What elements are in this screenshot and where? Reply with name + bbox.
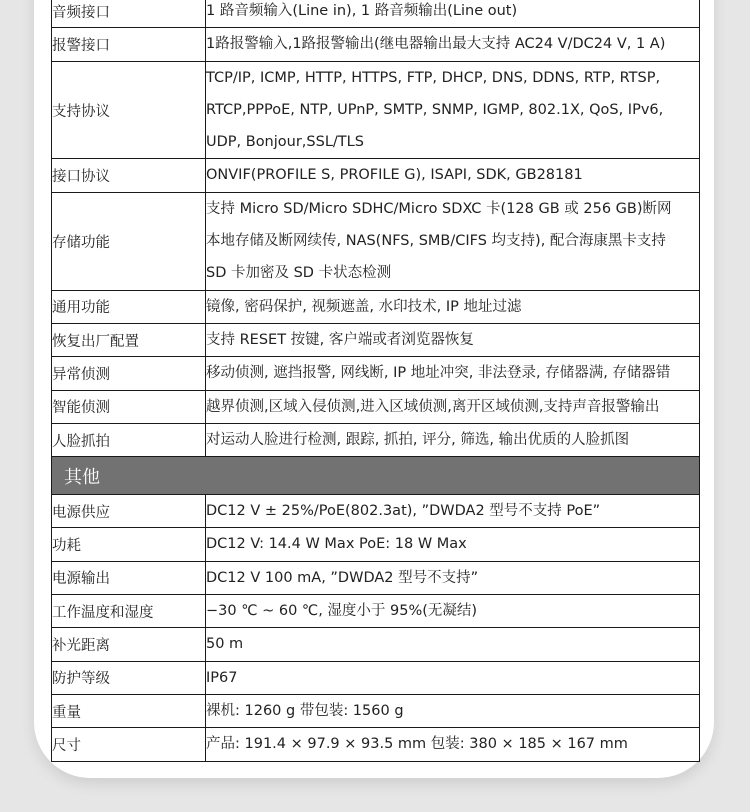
spec-value-line: 越界侦测,区域入侵侦测,进入区域侦测,离开区域侦测,支持声音报警输出	[206, 398, 660, 415]
spec-row	[52, 595, 700, 628]
spec-value	[206, 595, 700, 628]
spec-label: 报警接口	[52, 28, 206, 61]
spec-label: 电源输出	[52, 561, 206, 594]
spec-value-line: 1路报警输入,1路报警输出(继电器输出最大支持 AC24 V/DC24 V, 1 A)	[206, 36, 666, 53]
spec-value-line: 移动侦测, 遮挡报警, 网线断, IP 地址冲突, 非法登录, 存储器满, 存储器错	[206, 365, 671, 382]
spec-value-line: −30 ℃ ~ 60 ℃, 湿度小于 95%(无凝结)	[206, 603, 478, 620]
spec-label: 支持协议	[52, 61, 206, 159]
spec-row	[52, 495, 700, 528]
spec-label: 通用功能	[52, 290, 206, 323]
spec-label: 存储功能	[52, 192, 206, 290]
spec-label: 重量	[52, 694, 206, 727]
spec-value-line: 对运动人脸进行检测, 跟踪, 抓拍, 评分, 筛选, 输出优质的人脸抓图	[206, 431, 630, 448]
spec-value-line: 产品: 191.4 × 97.9 × 93.5 mm 包装: 380 × 185 × 167 mm	[206, 736, 628, 753]
spec-value-line: 裸机: 1260 g 带包装: 1560 g	[206, 702, 404, 719]
spec-row	[52, 357, 700, 390]
spec-value-line: DC12 V ± 25%/PoE(802.3at), ”DWDA2 型号不支持 PoE”	[206, 503, 601, 520]
spec-row	[52, 561, 700, 594]
spec-row	[52, 159, 700, 192]
spec-value	[206, 390, 700, 423]
spec-row	[52, 694, 700, 727]
section-header	[52, 457, 700, 495]
spec-value	[206, 661, 700, 694]
spec-table	[51, 0, 700, 762]
spec-label: 补光距离	[52, 628, 206, 661]
spec-row	[52, 528, 700, 561]
spec-value-line: 50 m	[206, 636, 244, 653]
spec-label: 功耗	[52, 528, 206, 561]
spec-value	[206, 290, 700, 323]
spec-label: 恢复出厂配置	[52, 323, 206, 356]
spec-value	[206, 0, 700, 28]
spec-value-line: IP67	[206, 669, 238, 686]
spec-table-container	[51, 0, 699, 762]
spec-row	[52, 290, 700, 323]
spec-row	[52, 0, 700, 28]
spec-row	[52, 628, 700, 661]
spec-value	[206, 561, 700, 594]
spec-row	[52, 28, 700, 61]
spec-value-line: 本地存储及断网续传, NAS(NFS, SMB/CIFS 均支持), 配合海康黑卡支持	[206, 233, 666, 250]
spec-value-line: ONVIF(PROFILE S, PROFILE G), ISAPI, SDK, GB28181	[206, 167, 583, 184]
spec-value-line: 支持 Micro SD/Micro SDHC/Micro SDXC 卡(128 GB 或 256 GB)断网	[206, 200, 672, 217]
spec-value	[206, 357, 700, 390]
spec-value-line: RTCP,PPPoE, NTP, UPnP, SMTP, SNMP, IGMP, 802.1X, QoS, IPv6,	[206, 101, 664, 118]
spec-value-line: SD 卡加密及 SD 卡状态检测	[206, 265, 392, 282]
spec-value	[206, 423, 700, 456]
spec-label: 电源供应	[52, 495, 206, 528]
spec-row	[52, 61, 700, 159]
spec-value	[206, 628, 700, 661]
spec-label: 接口协议	[52, 159, 206, 192]
spec-label: 智能侦测	[52, 390, 206, 423]
spec-value	[206, 694, 700, 727]
spec-value	[206, 61, 700, 159]
spec-value	[206, 192, 700, 290]
spec-value	[206, 495, 700, 528]
spec-value-line: 镜像, 密码保护, 视频遮盖, 水印技术, IP 地址过滤	[206, 298, 522, 315]
spec-row	[52, 728, 700, 761]
spec-value	[206, 323, 700, 356]
spec-label: 防护等级	[52, 661, 206, 694]
spec-value-line: DC12 V 100 mA, ”DWDA2 型号不支持”	[206, 569, 479, 586]
spec-label: 工作温度和湿度	[52, 595, 206, 628]
spec-label: 尺寸	[52, 728, 206, 761]
spec-row	[52, 323, 700, 356]
spec-value-line: DC12 V: 14.4 W Max PoE: 18 W Max	[206, 536, 467, 553]
spec-value	[206, 28, 700, 61]
spec-value	[206, 528, 700, 561]
section-title: 其他	[52, 457, 700, 495]
spec-label: 异常侦测	[52, 357, 206, 390]
spec-row	[52, 423, 700, 456]
spec-row	[52, 661, 700, 694]
spec-value-line: TCP/IP, ICMP, HTTP, HTTPS, FTP, DHCP, DNS, DDNS, RTP, RTSP,	[206, 69, 661, 86]
spec-label: 音频接口	[52, 0, 206, 28]
spec-value-line: 1 路音频输入(Line in), 1 路音频输出(Line out)	[206, 3, 518, 19]
spec-value-line: 支持 RESET 按键, 客户端或者浏览器恢复	[206, 331, 474, 348]
spec-value-line: UDP, Bonjour,SSL/TLS	[206, 134, 364, 151]
spec-row	[52, 390, 700, 423]
spec-row	[52, 192, 700, 290]
spec-value	[206, 728, 700, 761]
spec-label: 人脸抓拍	[52, 423, 206, 456]
spec-value	[206, 159, 700, 192]
